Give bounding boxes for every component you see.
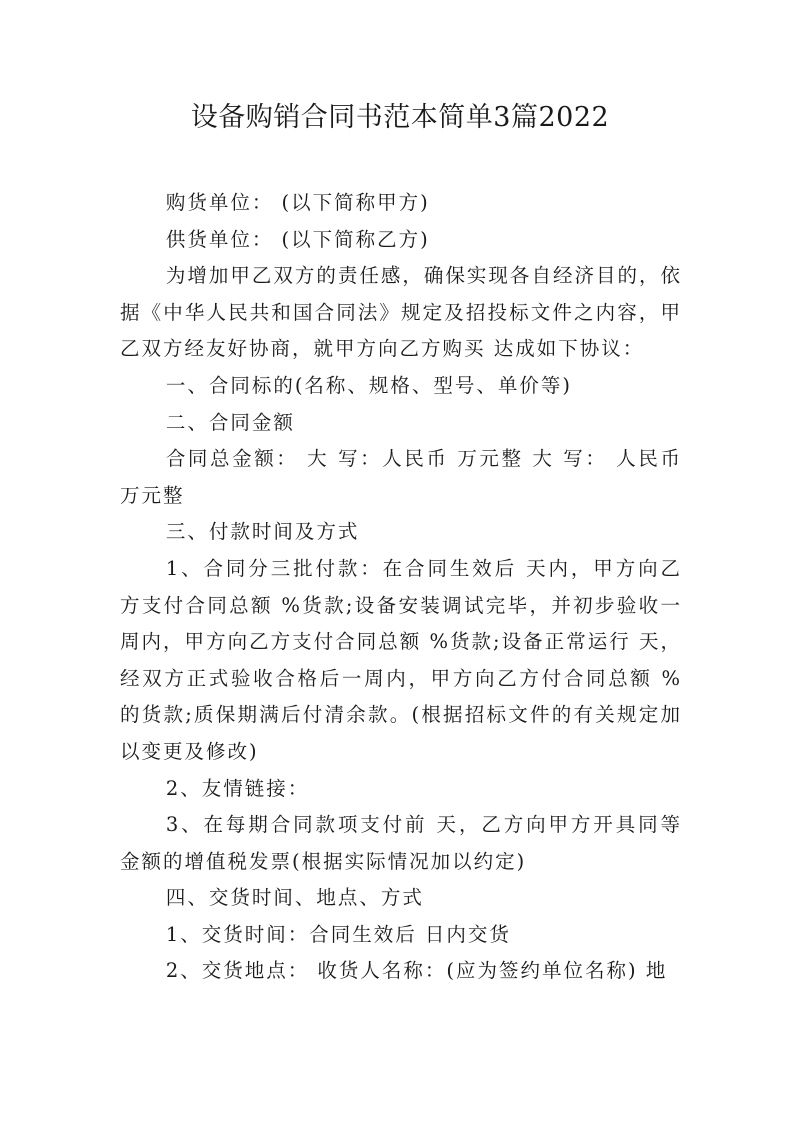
paragraph-payment-terms: 1、合同分三批付款：在合同生效后 天内，甲方向乙方支付合同总额 %货款;设备安装调试完毕，并初步验收一周内，甲方向乙方支付合同总额 %货款;设备正常运行 天，经双方正式验收合格后一周内，甲方向乙方付合同总额 %的货款;质保期满后付清余款。(根据招标文件的有关规定加以变更及修改) [120, 556, 682, 763]
section-heading-payment: 三、付款时间及方式 [165, 520, 360, 544]
document-title: 设备购销合同书范本简单3篇2022 [190, 102, 610, 133]
paragraph-delivery-place: 2、交货地点： 收货人名称：(应为签约单位名称) 地 [165, 959, 668, 983]
paragraph-invoice: 3、在每期合同款项支付前 天，乙方向甲方开具同等金额的增值税发票(根据实际情况加以约定) [120, 813, 682, 873]
paragraph-preamble: 为增加甲乙双方的责任感，确保实现各自经济目的，依据《中华人民共和国合同法》规定及招投标文件之内容，甲乙双方经友好协商，就甲方向乙方购买 达成如下协议： [120, 264, 682, 361]
paragraph-buyer: 购货单位： (以下简称甲方) [165, 191, 430, 214]
section-heading-subject: 一、合同标的(名称、规格、型号、单价等) [165, 373, 573, 397]
section-heading-delivery: 四、交货时间、地点、方式 [165, 886, 424, 910]
paragraph-total-amount: 合同总金额： 大 写：人民币 万元整 大 写： 人民币万元整 [120, 447, 682, 507]
section-heading-amount: 二、合同金额 [165, 410, 295, 434]
document-body [120, 185, 682, 990]
paragraph-delivery-time: 1、交货时间：合同生效后 日内交货 [165, 922, 511, 946]
paragraph-supplier: 供货单位： (以下简称乙方) [165, 227, 430, 251]
paragraph-friendly-link: 2、友情链接： [165, 776, 310, 800]
